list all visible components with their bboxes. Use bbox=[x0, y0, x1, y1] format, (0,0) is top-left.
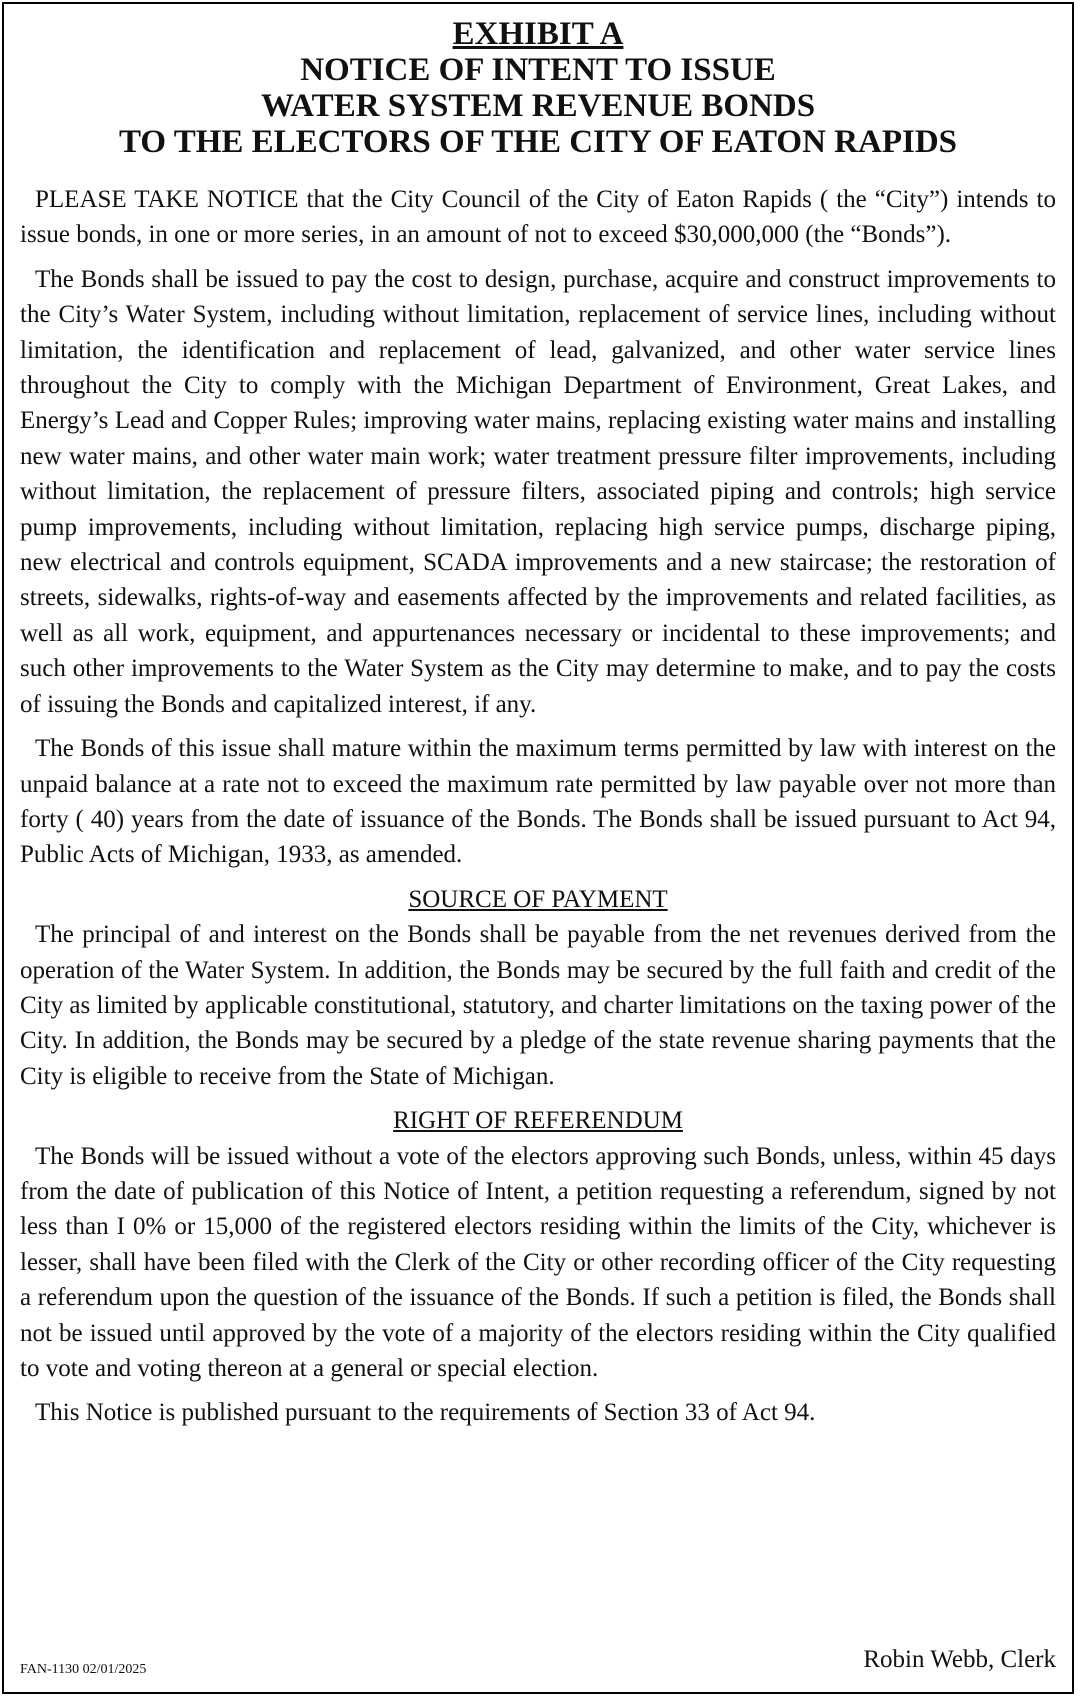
notice-heading bbox=[4, 16, 1072, 160]
section-title-source-of-payment: SOURCE OF PAYMENT bbox=[408, 885, 668, 913]
notice-body bbox=[20, 182, 1056, 1431]
legal-notice bbox=[2, 2, 1074, 1694]
exhibit-title: EXHIBIT A bbox=[452, 16, 624, 52]
paragraph-referendum: The Bonds will be issued without a vote of the electors approving such Bonds, unless, within 45 days from the date of publication of this Notice of Intent, a petition requesting a referendum, signed by not less than I 0% or 15,000 of the registered electors residing within the limits of the City, whichever is lesser, shall have been filed with the Clerk of the City or other recording officer of the City requesting a referendum upon the question of the issuance of the Bonds. If such a petition is filed, the Bonds shall not be issued until approved by the vote of a majority of the electors residing within the City qualified to vote and voting thereon at a general or special election. bbox=[20, 1142, 1056, 1382]
paragraph-maturity: The Bonds of this issue shall mature within the maximum terms permitted by law with interest on the unpaid balance at a rate not to exceed the maximum rate permitted by law payable over not more than forty ( 40) years from the date of issuance of the Bonds. The Bonds shall be issued pursuant to Act 94, Public Acts of Michigan, 1933, as amended. bbox=[20, 735, 1056, 869]
notice-title-line-3: TO THE ELECTORS OF THE CITY OF EATON RAPIDS bbox=[118, 124, 958, 160]
notice-title-line-2: WATER SYSTEM REVENUE BONDS bbox=[260, 88, 816, 124]
paragraph-intent: PLEASE TAKE NOTICE that the City Council of the City of Eaton Rapids ( the “City”) intends to issue bonds, in one or more series, in an amount of not to exceed $30,000,000 (the “Bonds”). bbox=[20, 186, 1056, 249]
clerk-signature: Robin Webb, Clerk bbox=[863, 1646, 1056, 1673]
paragraph-source-of-payment: The principal of and interest on the Bonds shall be payable from the net revenues derived from the operation of the Water System. In addition, the Bonds may be secured by the full faith and credit of the City as limited by applicable constitutional, statutory, and charter limitations on the taxing power of the City. In addition, the Bonds may be secured by a pledge of the state revenue sharing payments that the City is eligible to receive from the State of Michigan. bbox=[20, 921, 1056, 1090]
section-title-right-of-referendum: RIGHT OF REFERENDUM bbox=[393, 1107, 683, 1135]
publication-code: FAN-1130 02/01/2025 bbox=[20, 1662, 147, 1677]
paragraph-publication: This Notice is published pursuant to the requirements of Section 33 of Act 94. bbox=[35, 1399, 816, 1427]
notice-title-line-1: NOTICE OF INTENT TO ISSUE bbox=[300, 52, 776, 88]
paragraph-purpose: The Bonds shall be issued to pay the cost to design, purchase, acquire and construct improvements to the City’s Water System, including without limitation, replacement of service lines, including without limitation, the identification and replacement of lead, galvanized, and other water service lines throughout the City to comply with the Michigan Department of Environment, Great Lakes, and Energy’s Lead and Copper Rules; improving water mains, replacing existing water mains and installing new water mains, and other water main work; water treatment pressure filter improvements, including without limitation, the replacement of pressure filters, associated piping and controls; high service pump improvements, including without limitation, replacing high service pumps, discharge piping, new electrical and controls equipment, SCADA improvements and a new staircase; the restoration of streets, sidewalks, rights-of-way and easements affected by the improvements and related facilities, as well as all work, equipment, and appurtenances necessary or incidental to these improvements; and such other improvements to the Water System as the City may determine to make, and to pay the costs of issuing the Bonds and capitalized interest, if any. bbox=[20, 265, 1056, 718]
